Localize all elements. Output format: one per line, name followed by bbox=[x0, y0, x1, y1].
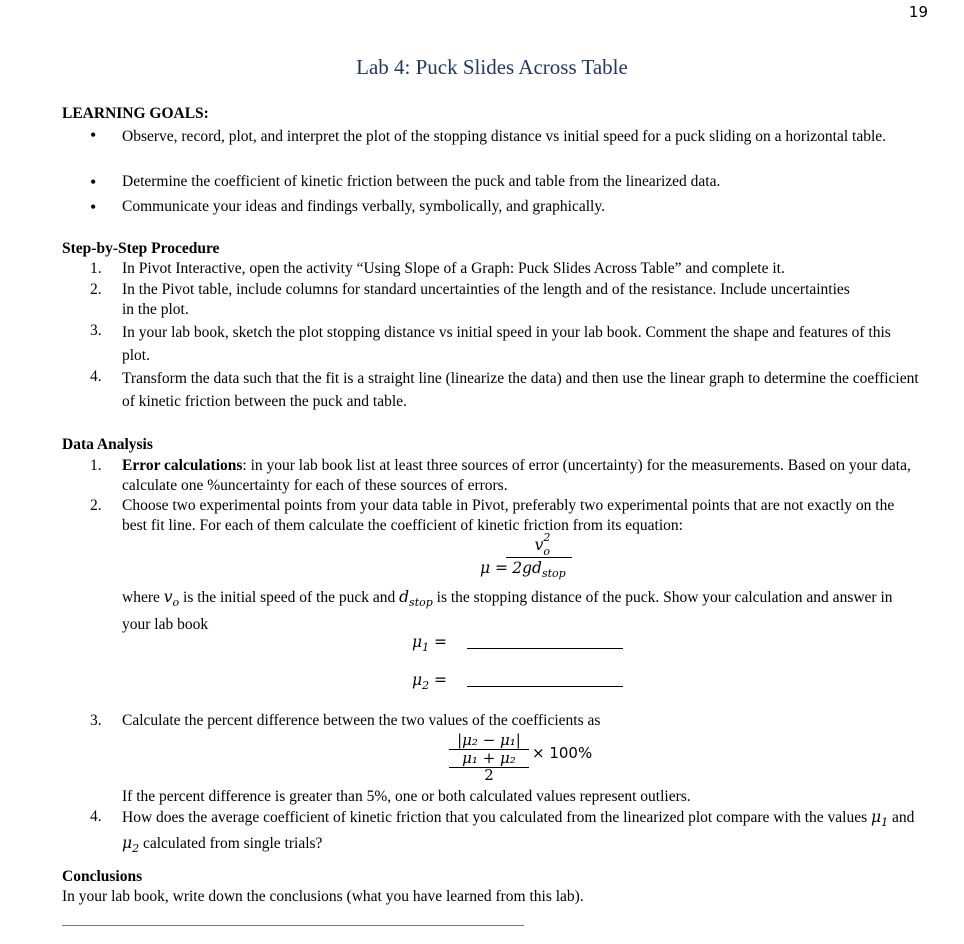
mu2-answer-blank bbox=[467, 686, 623, 687]
mu1-answer-blank bbox=[467, 648, 623, 649]
mu2-label: $\mu_2$ = bbox=[412, 671, 448, 693]
friction-equation: v 2 o $2gd_{stop}$ bbox=[506, 535, 572, 584]
procedure-step-text: In Pivot Interactive, open the activity “Using Slope of a Graph: Puck Slides Across Table” and complete it. bbox=[122, 260, 785, 277]
conclusions-heading: Conclusions bbox=[62, 868, 143, 885]
procedure-step-text: In your lab book, sketch the plot stopping distance vs initial speed in your lab book. Comment the shape and features of this plot. bbox=[122, 324, 891, 364]
page-title: Lab 4: Puck Slides Across Table bbox=[356, 55, 628, 79]
conclusions-text: In your lab book, write down the conclusions (what you have learned from this lab). bbox=[62, 888, 584, 905]
learning-goal-text: Observe, record, plot, and interpret the plot of the stopping distance vs initial speed for a puck sliding on a horizontal table. bbox=[122, 128, 887, 145]
bullet-icon: • bbox=[90, 125, 97, 145]
percent-difference-equation: |μ₂ − μ₁| μ₁ + μ₂ 2 bbox=[449, 731, 529, 783]
bullet-icon: • bbox=[90, 197, 97, 217]
procedure-step-text: Transform the data such that the fit is a straight line (linearize the data) and then use the linear graph to determine the coefficient of kinetic friction between the puck and table. bbox=[122, 370, 919, 410]
learning-goal-text: Communicate your ideas and findings verbally, symbolically, and graphically. bbox=[122, 198, 605, 215]
analysis-step-text: Calculate the percent difference between the two values of the coefficients as bbox=[122, 712, 601, 729]
conclusions-answer-line bbox=[62, 925, 524, 926]
procedure-step-text: In the Pivot table, include columns for standard uncertainties of the length and of the resistance. Include uncertainties in the plot. bbox=[122, 281, 850, 318]
analysis-step-text: Error calculations: in your lab book list at least three sources of error (uncertainty) for the measurements. Based on your data, calculate one %uncertainty for each of these sources of errors. bbox=[122, 457, 911, 494]
analysis-step-text: Choose two experimental points from your data table in Pivot, preferably two experimental points that are not exactly on the best fit line. For each of them calculate the coefficient of kinetic friction from its equation: bbox=[122, 497, 895, 534]
error-calc-label: Error calculations bbox=[122, 457, 243, 474]
analysis-heading: Data Analysis bbox=[62, 436, 153, 453]
mu1-label: $\mu_1$ = bbox=[412, 633, 448, 655]
page-number: 19 bbox=[908, 3, 928, 21]
learning-goals-heading: LEARNING GOALS: bbox=[62, 105, 209, 122]
analysis-step-text: How does the average coefficient of kinetic friction that you calculated from the linearized plot compare with the values $\mu_1$ and $\mu_2$ calculated from single trials? bbox=[122, 808, 915, 856]
bullet-icon: • bbox=[90, 172, 97, 192]
learning-goal-text: Determine the coefficient of kinetic friction between the puck and table from the linearized data. bbox=[122, 173, 721, 190]
eq-mu-label: μ = bbox=[480, 559, 508, 577]
procedure-heading: Step-by-Step Procedure bbox=[62, 240, 220, 257]
times-hundred: × 100% bbox=[532, 744, 593, 762]
